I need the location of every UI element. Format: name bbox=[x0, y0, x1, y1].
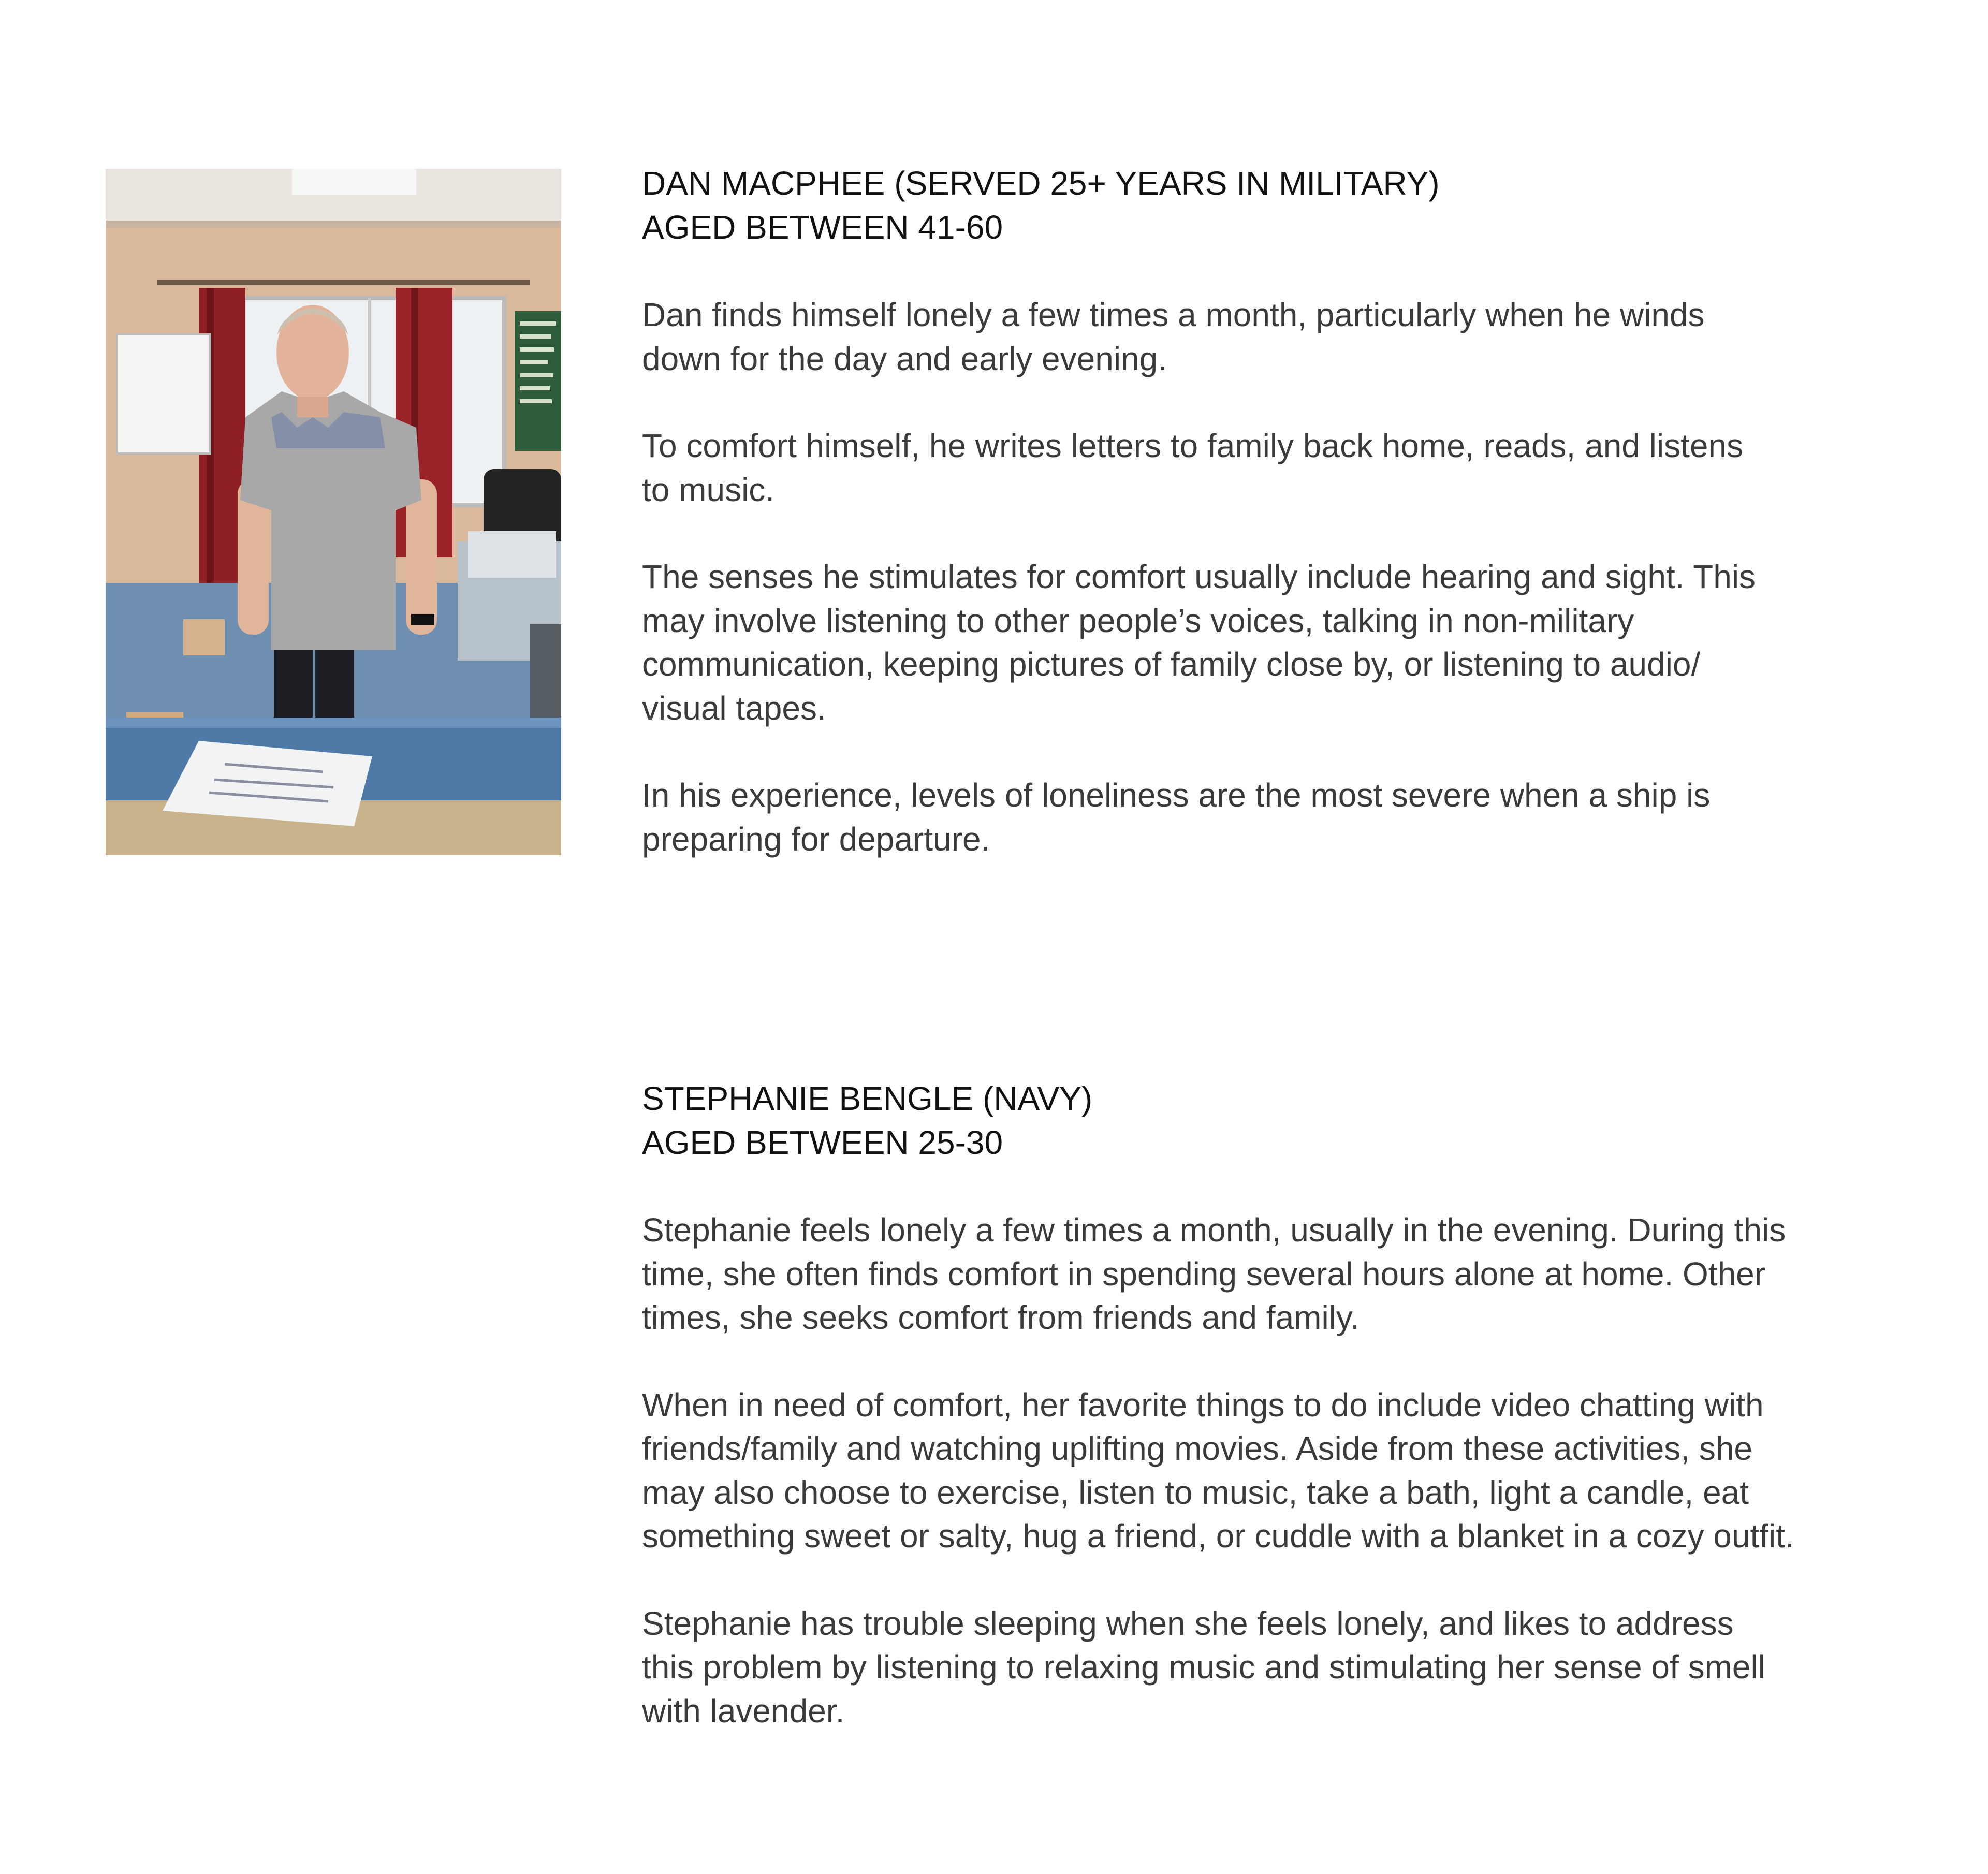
profile-stephanie-bengle bbox=[642, 1077, 1884, 1733]
profile-name-heading: STEPHANIE BENGLE (NAVY) bbox=[642, 1080, 1093, 1117]
profile-paragraph: To comfort himself, he writes letters to family back home, reads, and listens to music. bbox=[642, 427, 1744, 508]
profile-paragraph: Dan finds himself lonely a few times a month, particularly when he winds down for the day and early evening. bbox=[642, 296, 1705, 377]
profile-paragraph: Stephanie has trouble sleeping when she feels lonely, and likes to address this problem by listening to relaxing music and stimulating her sense of smell with lavender. bbox=[642, 1604, 1765, 1730]
dan-macphee-photo bbox=[106, 169, 561, 855]
profile-name-heading: DAN MACPHEE (SERVED 25+ YEARS IN MILITARY) bbox=[642, 165, 1440, 202]
profile-paragraph: Stephanie feels lonely a few times a month, usually in the evening. During this time, she often finds comfort in spending several hours alone at home. Other times, she seeks comfort from friends and family. bbox=[642, 1211, 1786, 1336]
profile-dan-macphee bbox=[642, 162, 1884, 861]
profile-paragraph: When in need of comfort, her favorite things to do include video chatting with friends/family and watching uplifting movies. Aside from these activities, she may also choose to exercise, listen to music, take a bath, light a candle, eat something sweet or salty, hug a friend, or cuddle with a blanket in a cozy outfit. bbox=[642, 1386, 1794, 1555]
profile-paragraph: In his experience, levels of loneliness are the most severe when a ship is preparing for departure. bbox=[642, 777, 1711, 858]
profile-age-heading: AGED BETWEEN 25-30 bbox=[642, 1124, 1003, 1161]
profile-age-heading: AGED BETWEEN 41-60 bbox=[642, 209, 1003, 246]
profile-paragraph: The senses he stimulates for comfort usually include hearing and sight. This may involve listening to other people’s voices, talking in non-military communication, keeping pictures of family close by, or listening to audio/ visual tapes. bbox=[642, 558, 1756, 727]
